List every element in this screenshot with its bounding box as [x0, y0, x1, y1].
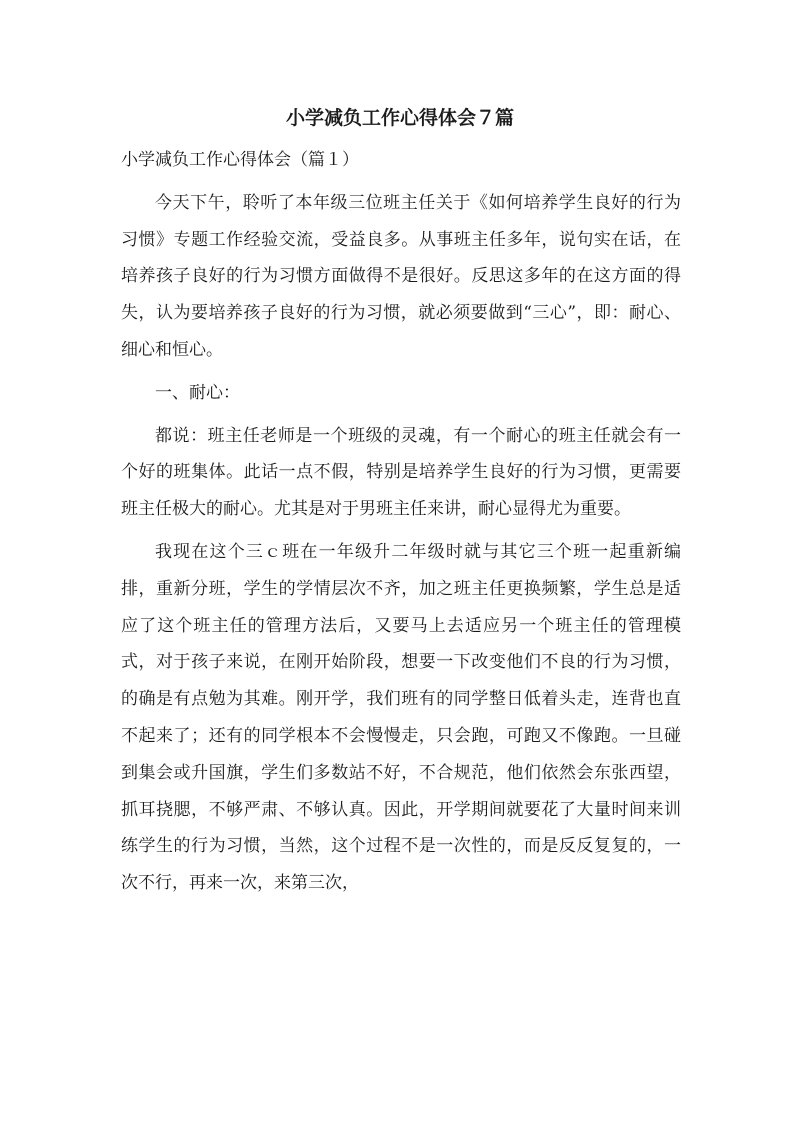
paragraph-class-story: 我现在这个三ｃ班在一年级升二年级时就与其它三个班一起重新编排，重新分班，学生的学情层次不齐，加之班主任更换频繁，学生总是适应了这个班主任的管理方法后，又要马上去适应另一个班主任的管理模式，对于孩子来说，在刚开始阶段，想要一下改变他们不良的行为习惯，的确是有点勉为其难。刚开学，我们班有的同学整日低着头走，连背也直不起来了；还有的同学根本不会慢慢走，只会跑，可跑又不像跑。一旦碰到集会或升国旗，学生们多数站不好，不合规范，他们依然会东张西望，抓耳挠腮，不够严肃、不够认真。因此，开学期间就要花了大量时间来训练学生的行为习惯，当然，这个过程不是一次性的，而是反反复复的，一次不行，再来一次，来第三次，	[121, 541, 681, 894]
document-title: 小学减负工作心得体会７篇	[285, 107, 514, 129]
section-subtitle: 小学减负工作心得体会（篇１）	[121, 150, 359, 170]
paragraph-intro: 今天下午，聆听了本年级三位班主任关于《如何培养学生良好的行为习惯》专题工作经验交流，受益良多。从事班主任多年，说句实在话，在培养孩子良好的行为习惯方面做得不是很好。反思这多年的在这方面的得失，认为要培养孩子良好的行为习惯，就必须要做到“三心”，即：耐心、细心和恒心。	[121, 192, 681, 360]
document-body	[121, 142, 681, 902]
section-heading-patience: 一、耐心：	[155, 382, 240, 403]
paragraph-patience: 都说：班主任老师是一个班级的灵魂，有一个耐心的班主任就会有一个好的班集体。此话一点不假，特别是培养学生良好的行为习惯，更需要班主任极大的耐心。尤其是对于男班主任来讲，耐心显得尤为重要。	[121, 425, 681, 520]
